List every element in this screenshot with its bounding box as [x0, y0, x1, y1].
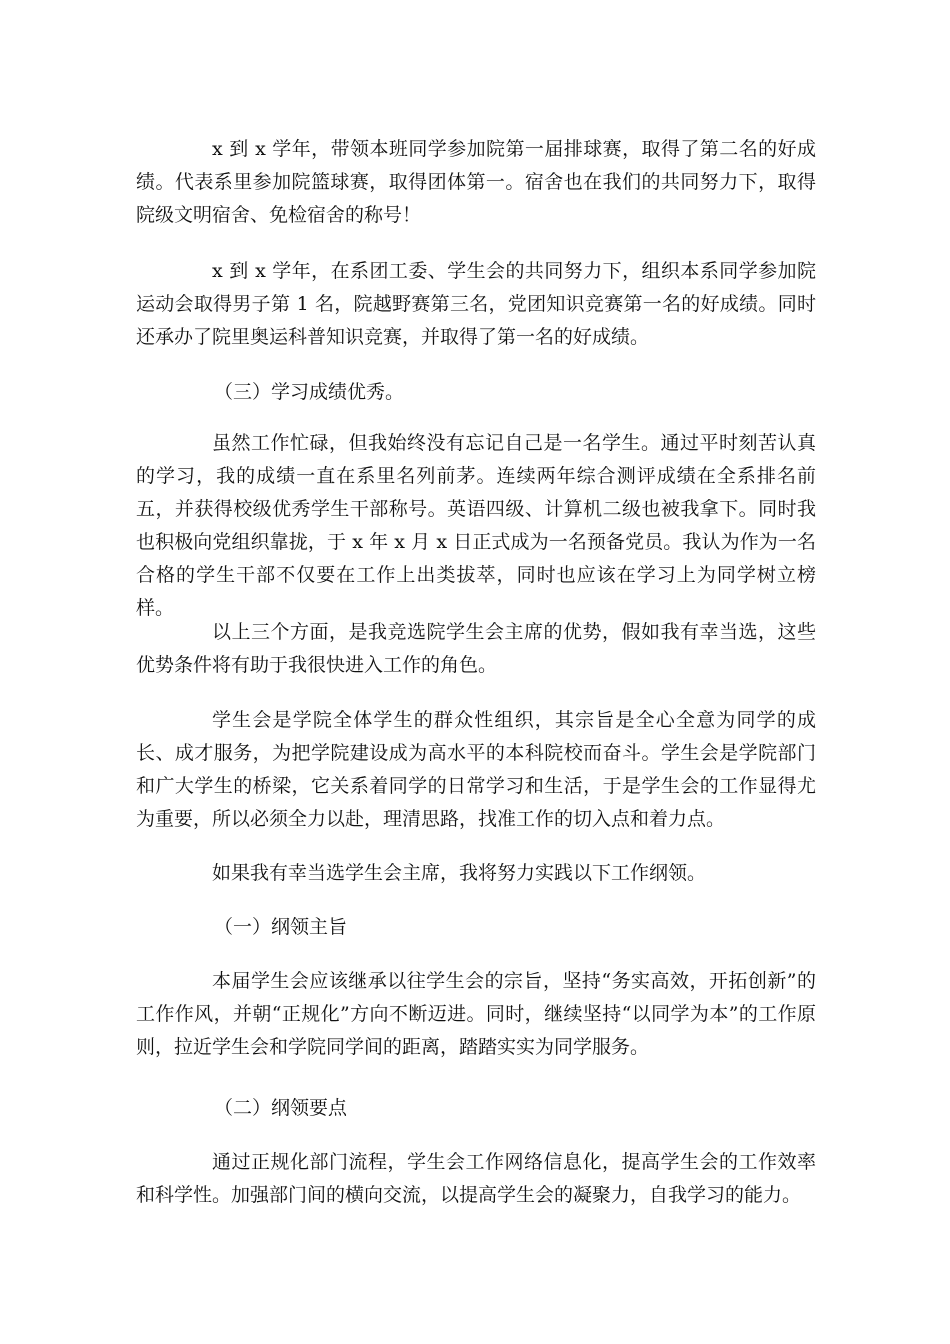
paragraph-student-union: 学生会是学院全体学生的群众性组织，其宗旨是全心全意为同学的成长、成才服务，为把学院建设成为高水平的本科院校而奋斗。学生会是学院部门和广大学生的桥梁，它关系着同学的日常学习和生活，于是学生会的工作显得尤为重要，所以必须全力以赴，理清思路，找准工作的切入点和着力点。	[136, 709, 816, 830]
paragraph-purpose: 本届学生会应该继承以往学生会的宗旨，坚持“务实高效，开拓创新”的工作作风，并朝“正规化”方向不断迈进。同时，继续坚持“以同学为本”的工作原则，拉近学生会和学院同学间的距离，踏踏实实为同学服务。	[136, 970, 816, 1058]
paragraph-key-points: 通过正规化部门流程，学生会工作网络信息化，提高学生会的工作效率和科学性。加强部门间的横向交流，以提高学生会的凝聚力，自我学习的能力。	[136, 1151, 816, 1206]
paragraph-program-intro: 如果我有幸当选学生会主席，我将努力实践以下工作纲领。	[212, 862, 707, 884]
paragraph-sports-meet: x 到 x 学年，在系团工委、学生会的共同努力下，组织本系同学参加院运动会取得男子第 1 名，院越野赛第三名，党团知识竞赛第一名的好成绩。同时还承办了院里奥运科普知识竞赛，并取得了第一名的好成绩。	[136, 260, 816, 348]
paragraph-volleyball: x 到 x 学年，带领本班同学参加院第一届排球赛，取得了第二名的好成绩。代表系里参加院篮球赛，取得团体第一。宿舍也在我们的共同努力下，取得院级文明宿舍、免检宿舍的称号！	[136, 138, 816, 226]
section-heading-purpose: （一）纲领主旨	[214, 916, 348, 938]
section-heading-key-points: （二）纲领要点	[214, 1097, 348, 1119]
section-heading-academic: （三）学习成绩优秀。	[214, 381, 405, 403]
paragraph-advantages: 以上三个方面，是我竞选院学生会主席的优势，假如我有幸当选，这些优势条件将有助于我很快进入工作的角色。	[136, 621, 816, 676]
paragraph-academic: 虽然工作忙碌，但我始终没有忘记自己是一名学生。通过平时刻苦认真的学习，我的成绩一直在系里名列前茅。连续两年综合测评成绩在全系排名前五，并获得校级优秀学生干部称号。英语四级、计算机二级也被我拿下。同时我也积极向党组织靠拢，于 x 年 x 月 x 日正式成为一名预备党员。我认为作为一名合格的学生干部不仅要在工作上出类拔萃，同时也应该在学习上为同学树立榜样。	[136, 432, 816, 619]
